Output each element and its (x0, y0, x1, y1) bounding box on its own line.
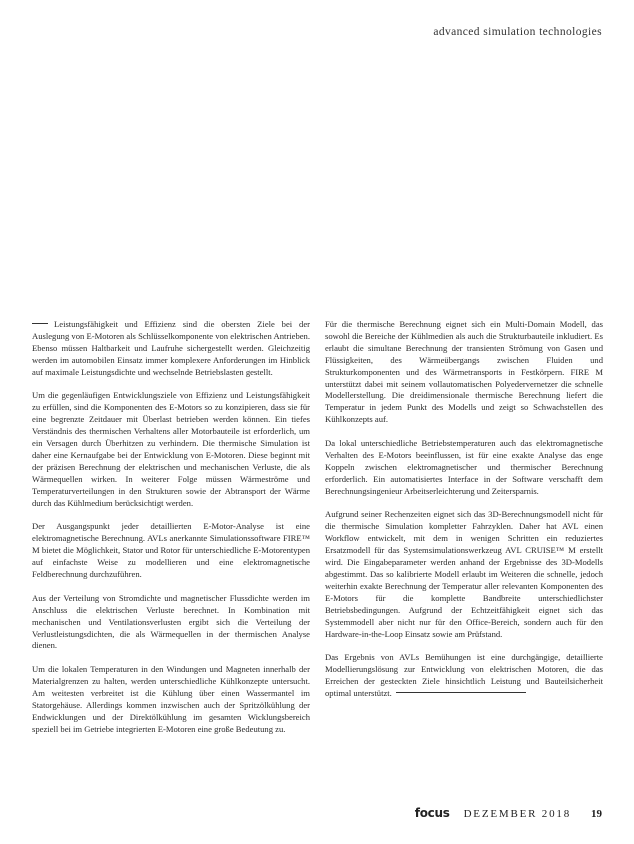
paragraph: Da lokal unterschiedliche Betriebstemperaturen auch das elektromagnetische Verhalten des E-Motors beeinflussen, ist für eine exakte Analyse das enge Koppeln zwischen elektromagnetischer und thermischer Berechnung erforderlich. Ein automatisiertes Interface in der Software verschafft dem Berechnungsingenieur Arbeitserleichterung und Zeitersparnis. (325, 438, 603, 496)
paragraph: Für die thermische Berechnung eignet sich ein Multi-Domain Modell, das sowohl die Bereiche der Kühlmedien als auch die Strukturbauteile inkludiert. Es erlaubt die simultane Berechnung der transienten Strömung von Gasen und Flüssigkeiten, des Wärmeübergangs zwischen Fluiden und Strukturkomponenten und des Wärmetransports in Festkörpern. FIRE M unterstützt dabei mit seinem vollautomatischen Polyedervernetzer die schnelle Modellerstellung. Die dreidimensionale thermische Berechnung liefert die Temperatur in jedem Punkt des Modells und zeigt so Schwachstellen des Kühlkonzepts auf. (325, 319, 603, 425)
paragraph: Um die gegenläufigen Entwicklungsziele von Effizienz und Leistungsfähigkeit zu erfüllen, sind die Komponenten des E-Motors so zu konzipieren, dass sie für eine begrenzte Zeitdauer mit Überlast betrieben werden können. Ein tiefes Verständnis des thermischen Verhaltens aller Motorbauteile ist erforderlich, um ein Versagen durch Überhitzen zu verhindern. Die thermische Simulation ist daher eine Kernaufgabe bei der Entwicklung von E-Motoren. Diese beginnt mit der präzisen Berechnung der elektrischen und mechanischen Verluste, die als Wärmequellen wirken. In weiterer Folge müssen Wärmeströme und Temperaturverteilungen in den Strukturen sowie der Abtransport der Wärme durch das Kühlmedium berücksichtigt werden. (32, 390, 310, 508)
paragraph (325, 652, 603, 700)
paragraph: Der Ausgangspunkt jeder detaillierten E-Motor-Analyse ist eine elektromagnetische Berechnung. AVLs anerkannte Simulationssoftware FIRE™ M bietet die Möglichkeit, Stator und Rotor für unterschiedliche E-Motorentypen auf einfachste Weise zu modellieren und eine elektromagnetische Feldberechnung durchzuführen. (32, 521, 310, 579)
page-number: 19 (591, 808, 602, 820)
right-text-column (325, 319, 603, 700)
paragraph (32, 319, 310, 379)
issue-date: DEZEMBER 2018 (463, 808, 571, 820)
paragraph-text: Das Ergebnis von AVLs Bemühungen ist eine durchgängige, detaillierte Modellierungslösung zur Entwicklung von elektrischen Motoren, die das Erreichen der gesteckten Ziele hinsichtlich Leistung und Bauteilsicherheit optimal unterstützt. (325, 652, 603, 699)
left-text-column (32, 319, 310, 736)
end-rule-divider (396, 692, 526, 693)
focus-logo: focus (414, 806, 450, 820)
page-header-tagline: advanced simulation technologies (433, 26, 602, 38)
lead-rule-divider (32, 323, 48, 324)
page-footer (415, 806, 602, 822)
paragraph: Um die lokalen Temperaturen in den Windungen und Magneten innerhalb der Materialgrenzen zu halten, werden unterschiedliche Kühlkonzepte untersucht. Am weitesten verbreitet ist die Kühlung über einen Wassermantel im Statorgehäuse. Allerdings kommen inzwischen auch der Spritzölkühlung der Endwicklungen und der Direktölkühlung im gesamten Wicklungsbereich speziell bei im Getriebe integrierten E-Motoren eine große Bedeutung zu. (32, 664, 310, 734)
paragraph: Aus der Verteilung von Stromdichte und magnetischer Flussdichte werden im Anschluss die elektrischen Verluste berechnet. In Kombination mit mechanischen und Ventilationsverlusten ergibt sich die Verteilung der Verlustleistungsdichten, die als Wärmequellen in der thermischen Analyse dienen. (32, 592, 310, 651)
paragraph: Aufgrund seiner Rechenzeiten eignet sich das 3D-Berechnungsmodell nicht für die thermische Simulation kompletter Fahrzyklen. Daher hat AVL einen Workflow entwickelt, mit dem in wenigen Schritten ein reduziertes Ersatzmodell für das Systemsimulationswerkzeug AVL CRUISE™ M erstellt wird. Die Eingabeparameter werden anhand der Ergebnisse des 3D-Modells abgestimmt. Das so kalibrierte Modell erlaubt im Weiteren die schnelle, jedoch weiterhin exakte Berechnung der Temperatur aller relevanten Komponenten des E-Motors für die komplette Bandbreite unterschiedlichster Betriebsbedingungen. Aufgrund der Echtzeitfähigkeit eignet sich das Systemmodell aber nicht nur für den Office-Bereich, sondern auch für den Hardware-in-the-Loop Einsatz sowie am Prüfstand. (325, 509, 603, 639)
paragraph-text: Leistungsfähigkeit und Effizienz sind die obersten Ziele bei der Auslegung von E-Motoren als Schlüsselkomponente von elektrischen Antrieben. Ebenso müssen Haltbarkeit und Laufruhe sichergestellt werden. Gleichzeitig werden im automobilen Einsatz immer komplexere Anforderungen im Hinblick auf maximale Leistungsdichte und wechselnde Betriebslasten gestellt. (32, 319, 310, 377)
